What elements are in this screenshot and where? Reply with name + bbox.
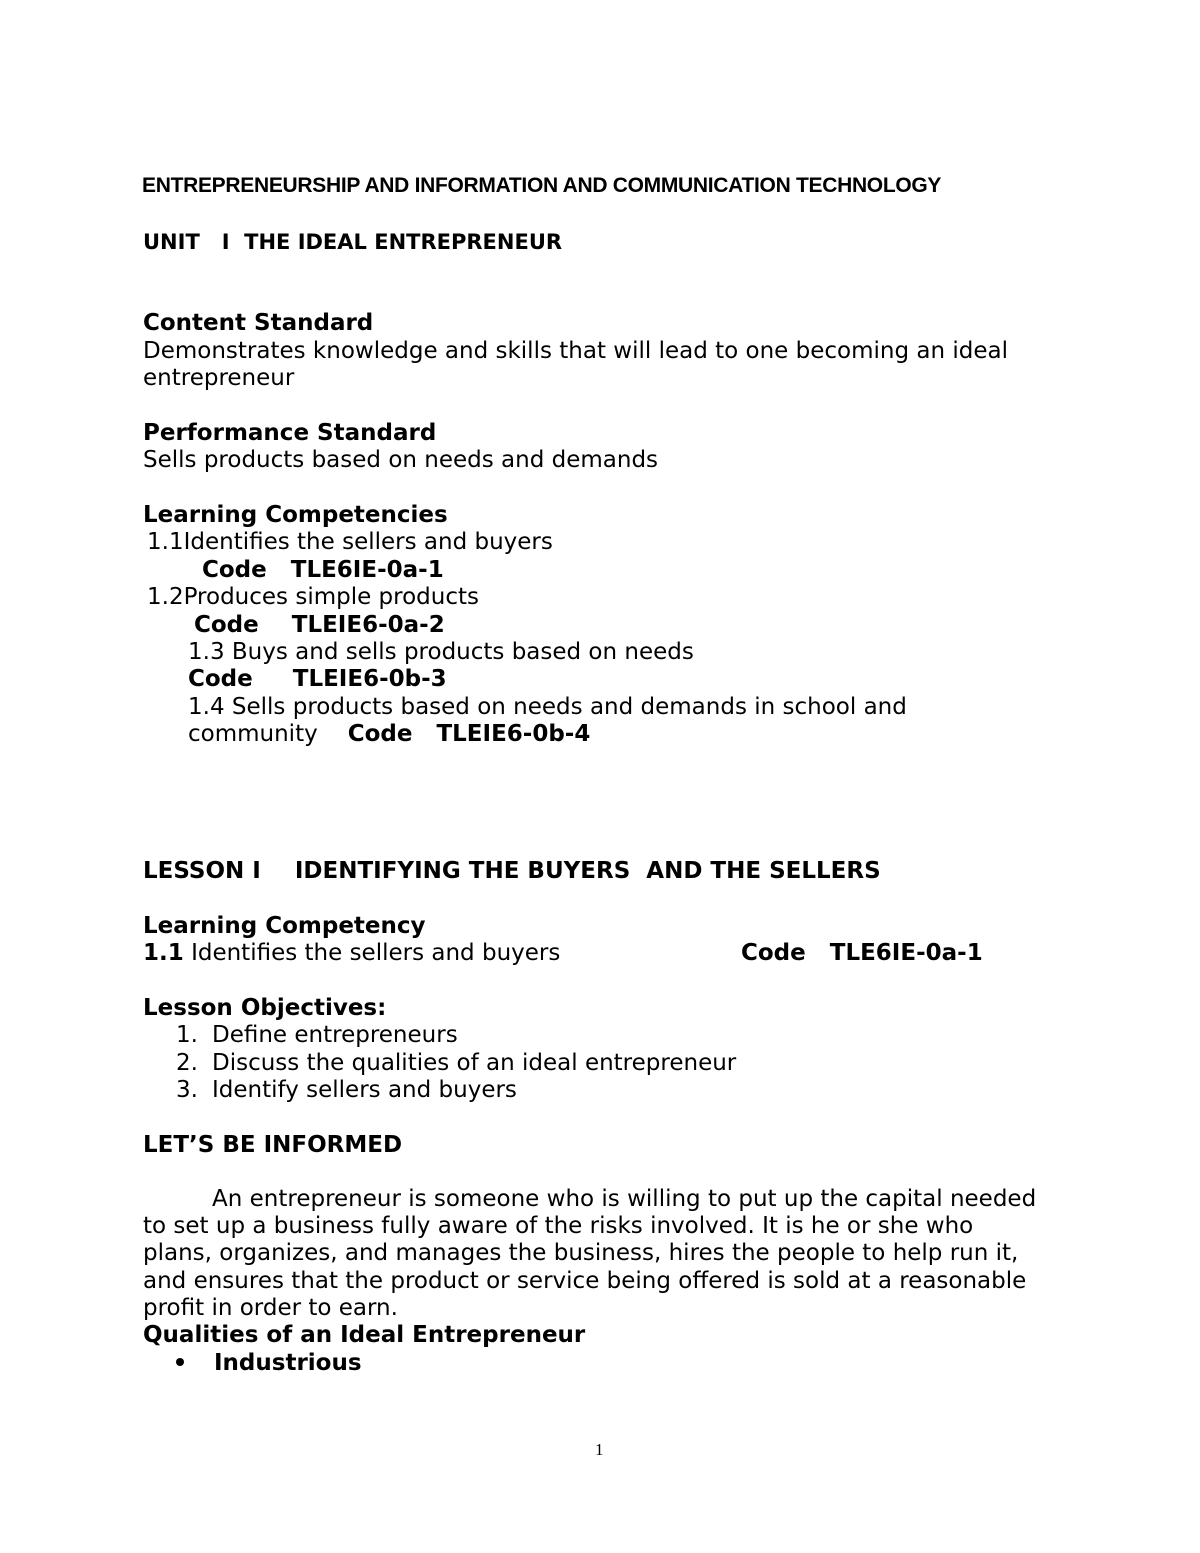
competency-item <box>147 529 553 556</box>
performance-standard-text: Sells products based on needs and demands <box>143 447 659 473</box>
qualities-heading: Qualities of an Ideal Entrepreneur <box>143 1322 586 1348</box>
competency-number: 1.3 <box>188 639 225 665</box>
lesson-title <box>143 858 881 885</box>
competency-item <box>188 639 694 666</box>
code-value: TLE6IE-0a-1 <box>829 940 983 966</box>
lesson-objectives-heading: Lesson Objectives: <box>143 995 387 1021</box>
code-label: Code <box>194 612 259 638</box>
objective-number: 2. <box>176 1050 198 1076</box>
lesson-competency-text: Identifies the sellers and buyers <box>191 940 561 966</box>
code-value: TLE6IE-0a-1 <box>290 557 444 583</box>
performance-standard-heading: Performance Standard <box>143 420 437 446</box>
paragraph-line: profit in order to earn. <box>143 1295 398 1321</box>
page-number: 1 <box>595 1440 604 1459</box>
objective-text: Discuss the qualities of an ideal entrepreneur <box>212 1050 737 1076</box>
competency-text: Sells products based on needs and demands in school and <box>231 694 907 720</box>
competency-code <box>202 557 444 584</box>
unit-title: UNIT I THE IDEAL ENTREPRENEUR <box>143 230 563 254</box>
competency-item-cont <box>188 721 590 748</box>
objective-item <box>176 1050 736 1077</box>
objective-number: 1. <box>176 1022 198 1048</box>
competency-item <box>147 584 479 611</box>
code-label: Code <box>188 666 253 692</box>
paragraph-line: and ensures that the product or service being offered is sold at a reasonable <box>143 1268 1027 1294</box>
objective-number: 3. <box>176 1077 198 1103</box>
code-value: TLEIE6-0a-2 <box>291 612 445 638</box>
objective-text: Identify sellers and buyers <box>212 1077 517 1103</box>
content-standard-text: Demonstrates knowledge and skills that will lead to one becoming an ideal <box>143 338 1008 364</box>
competency-text: Buys and sells products based on needs <box>231 639 694 665</box>
objective-item <box>176 1077 517 1104</box>
competency-code <box>194 612 445 639</box>
code-label: Code <box>741 940 806 966</box>
code-label: Code <box>202 557 267 583</box>
code-value: TLEIE6-0b-4 <box>436 721 591 747</box>
lesson-competency-code <box>741 940 983 967</box>
bullet-icon <box>176 1358 184 1366</box>
paragraph-line: to set up a business fully aware of the risks involved. It is he or she who <box>143 1213 974 1239</box>
content-standard-text-cont: entrepreneur <box>143 365 295 391</box>
lesson-number: LESSON I <box>143 858 261 884</box>
content-standard-heading: Content Standard <box>143 310 374 336</box>
competency-number: 1.1 <box>147 529 184 555</box>
lets-be-informed-heading: LET’S BE INFORMED <box>143 1132 403 1158</box>
objective-item <box>176 1022 458 1049</box>
paragraph-line: plans, organizes, and manages the business, hires the people to help run it, <box>143 1240 1019 1266</box>
objective-text: Define entrepreneurs <box>212 1022 458 1048</box>
code-value: TLEIE6-0b-3 <box>292 666 447 692</box>
lesson-competency <box>143 940 560 967</box>
competency-text: Identifies the sellers and buyers <box>183 529 553 555</box>
competency-number: 1.2 <box>147 584 184 610</box>
lesson-competency-heading: Learning Competency <box>143 913 426 939</box>
code-label: Code <box>347 721 413 747</box>
paragraph-line: An entrepreneur is someone who is willing to put up the capital needed <box>212 1186 1037 1212</box>
competency-text: Produces simple products <box>183 584 480 610</box>
lesson-name: IDENTIFYING THE BUYERS AND THE SELLERS <box>294 858 881 884</box>
competency-number: 1.4 <box>188 694 225 720</box>
lesson-competency-number: 1.1 <box>143 940 184 966</box>
document-title: ENTREPRENEURSHIP AND INFORMATION AND COMMUNICATION TECHNOLOGY <box>142 174 942 197</box>
quality-item <box>176 1350 362 1377</box>
learning-competencies-heading: Learning Competencies <box>143 502 448 528</box>
competency-text-cont: community <box>188 721 318 747</box>
competency-item <box>188 694 907 721</box>
quality-text: Industrious <box>214 1350 362 1376</box>
competency-code <box>188 666 447 693</box>
